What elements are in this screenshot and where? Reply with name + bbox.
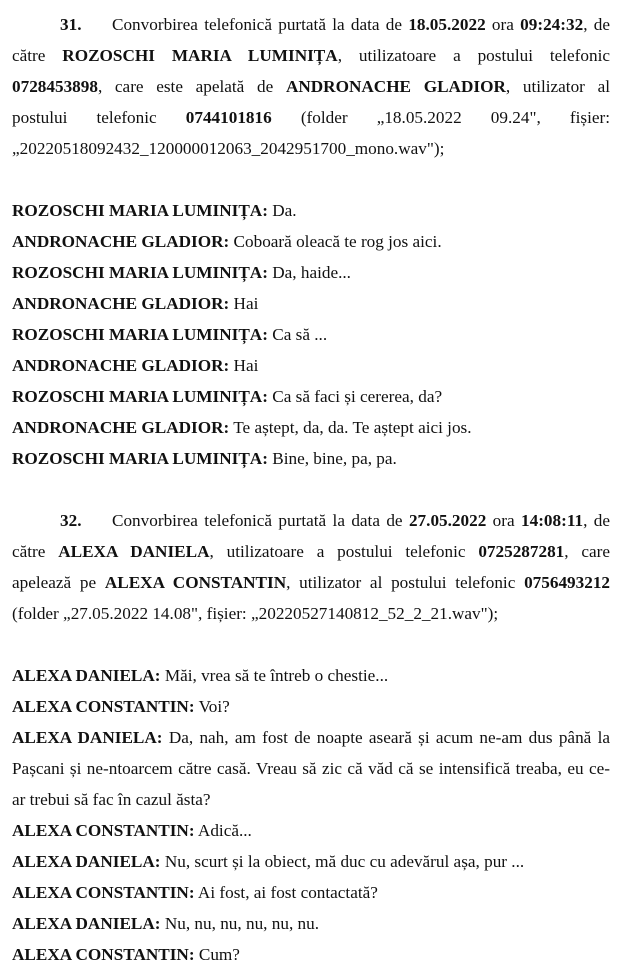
- text-run: , utilizatoare a postului telefonic: [209, 542, 479, 561]
- dialog-line: [12, 226, 610, 257]
- entry-number: 31.: [60, 15, 82, 34]
- spacer: [12, 164, 610, 195]
- text-run: către: [12, 46, 63, 65]
- utterance: Ca să faci și cererea, da?: [267, 387, 443, 406]
- speaker-name: ALEXA CONSTANTIN:: [12, 883, 195, 902]
- bold-run: 18.05.2022: [408, 15, 486, 34]
- paragraph-line: [12, 133, 610, 164]
- speaker-name: ROZOSCHI MARIA LUMINIȚA:: [12, 325, 268, 344]
- text-run: Convorbirea telefonică purtată la data de: [112, 15, 409, 34]
- utterance: Adică...: [194, 821, 252, 840]
- dialog-line: [12, 815, 610, 846]
- text-run: „20220518092432_120000012063_2042951700_mono.wav");: [12, 139, 445, 158]
- dialog-line: [12, 908, 610, 939]
- spacer: [12, 629, 610, 660]
- text-run: (folder „18.05.2022 09.24", fișier:: [271, 108, 611, 127]
- utterance: Te aștept, da, da. Te aștept aici jos.: [229, 418, 472, 437]
- utterance: Cum?: [194, 945, 240, 964]
- text-run: , utilizator al: [505, 77, 610, 96]
- bold-run: 14:08:11: [521, 511, 584, 530]
- dialog-line: [12, 288, 610, 319]
- dialog-line: [12, 381, 610, 412]
- paragraph-line: [12, 71, 610, 102]
- dialog-line: [12, 443, 610, 474]
- speaker-name: ROZOSCHI MARIA LUMINIȚA:: [12, 263, 268, 282]
- text-run: , de: [583, 511, 610, 530]
- text-run: , de: [583, 15, 610, 34]
- speaker-name: ROZOSCHI MARIA LUMINIȚA:: [12, 387, 268, 406]
- dialog-line: [12, 846, 610, 877]
- dialog-line: [12, 660, 610, 691]
- speaker-name: ALEXA CONSTANTIN:: [12, 697, 195, 716]
- paragraph-line: [12, 40, 610, 71]
- speaker-name: ANDRONACHE GLADIOR:: [12, 418, 230, 437]
- text-run: apelează pe: [12, 573, 105, 592]
- speaker-name: ALEXA DANIELA:: [12, 852, 161, 871]
- dialog-line: [12, 195, 610, 226]
- utterance: Pașcani și ne-ntoarcem către casă. Vreau să zic că văd că se intensifică treaba, eu ce-: [12, 759, 610, 778]
- utterance: Da, haide...: [267, 263, 351, 282]
- entry-31-dialog: [12, 195, 610, 474]
- speaker-name: ALEXA CONSTANTIN:: [12, 821, 195, 840]
- text-run: (folder „27.05.2022 14.08", fișier: „20220527140812_52_2_21.wav");: [12, 604, 499, 623]
- speaker-name: ALEXA DANIELA:: [12, 914, 161, 933]
- paragraph-line: [12, 567, 610, 598]
- utterance: Ca să ...: [267, 325, 328, 344]
- speaker-name: ANDRONACHE GLADIOR:: [12, 356, 230, 375]
- spacer: [12, 474, 610, 505]
- text-run: către: [12, 542, 59, 561]
- text-run: , care: [564, 542, 610, 561]
- paragraph-line: [12, 536, 610, 567]
- text-run: postului telefonic: [12, 108, 186, 127]
- utterance: Bine, bine, pa, pa.: [267, 449, 397, 468]
- speaker-name: ALEXA CONSTANTIN:: [12, 945, 195, 964]
- utterance: Nu, nu, nu, nu, nu, nu.: [160, 914, 320, 933]
- speaker-name: ALEXA DANIELA:: [12, 728, 163, 747]
- bold-run: 0728453898: [12, 77, 98, 96]
- entry-32-paragraph: [12, 505, 610, 629]
- entry-31-paragraph: [12, 9, 610, 164]
- text-run: ora: [485, 15, 521, 34]
- text-run: , utilizatoare a postului telefonic: [337, 46, 610, 65]
- text-run: Convorbirea telefonică purtată la data de: [112, 511, 409, 530]
- entry-32-dialog: [12, 660, 610, 970]
- bold-run: ROZOSCHI MARIA LUMINIȚA: [62, 46, 338, 65]
- utterance: ar trebui să fac în cazul ăsta?: [12, 790, 211, 809]
- bold-run: 27.05.2022: [408, 511, 487, 530]
- paragraph-line: [12, 505, 610, 536]
- utterance: Nu, scurt și la obiect, mă duc cu adevărul așa, pur ...: [160, 852, 525, 871]
- paragraph-line: [12, 598, 610, 629]
- transcript-page: [12, 9, 610, 970]
- bold-run: 0725287281: [478, 542, 565, 561]
- bold-run: 09:24:32: [520, 15, 584, 34]
- speaker-name: ALEXA DANIELA:: [12, 666, 161, 685]
- dialog-line: [12, 350, 610, 381]
- dialog-line: [12, 691, 610, 722]
- text-run: , utilizator al postului telefonic: [286, 573, 525, 592]
- speaker-name: ROZOSCHI MARIA LUMINIȚA:: [12, 449, 268, 468]
- utterance: Voi?: [194, 697, 230, 716]
- dialog-line: [12, 722, 610, 753]
- utterance: Hai: [229, 356, 259, 375]
- utterance: Da.: [267, 201, 297, 220]
- dialog-line: [12, 319, 610, 350]
- dialog-line: [12, 753, 610, 784]
- dialog-line: [12, 257, 610, 288]
- utterance: Da, nah, am fost de noapte aseară și acum ne-am dus până la: [162, 728, 610, 747]
- utterance: Hai: [229, 294, 259, 313]
- utterance: Ai fost, ai fost contactată?: [194, 883, 378, 902]
- entry-number: 32.: [60, 511, 82, 530]
- dialog-line: [12, 939, 610, 970]
- bold-run: ALEXA DANIELA: [58, 542, 210, 561]
- utterance: Măi, vrea să te întreb o chestie...: [160, 666, 389, 685]
- dialog-line: [12, 784, 610, 815]
- dialog-line: [12, 877, 610, 908]
- text-run: , care este apelată de: [97, 77, 286, 96]
- utterance: Coboară oleacă te rog jos aici.: [229, 232, 442, 251]
- bold-run: 0756493212: [524, 573, 610, 592]
- speaker-name: ANDRONACHE GLADIOR:: [12, 294, 230, 313]
- speaker-name: ANDRONACHE GLADIOR:: [12, 232, 230, 251]
- bold-run: 0744101816: [185, 108, 272, 127]
- speaker-name: ROZOSCHI MARIA LUMINIȚA:: [12, 201, 268, 220]
- bold-run: ALEXA CONSTANTIN: [104, 573, 287, 592]
- bold-run: ANDRONACHE GLADIOR: [285, 77, 506, 96]
- text-run: ora: [486, 511, 522, 530]
- dialog-line: [12, 412, 610, 443]
- paragraph-line: [12, 102, 610, 133]
- paragraph-line: [12, 9, 610, 40]
